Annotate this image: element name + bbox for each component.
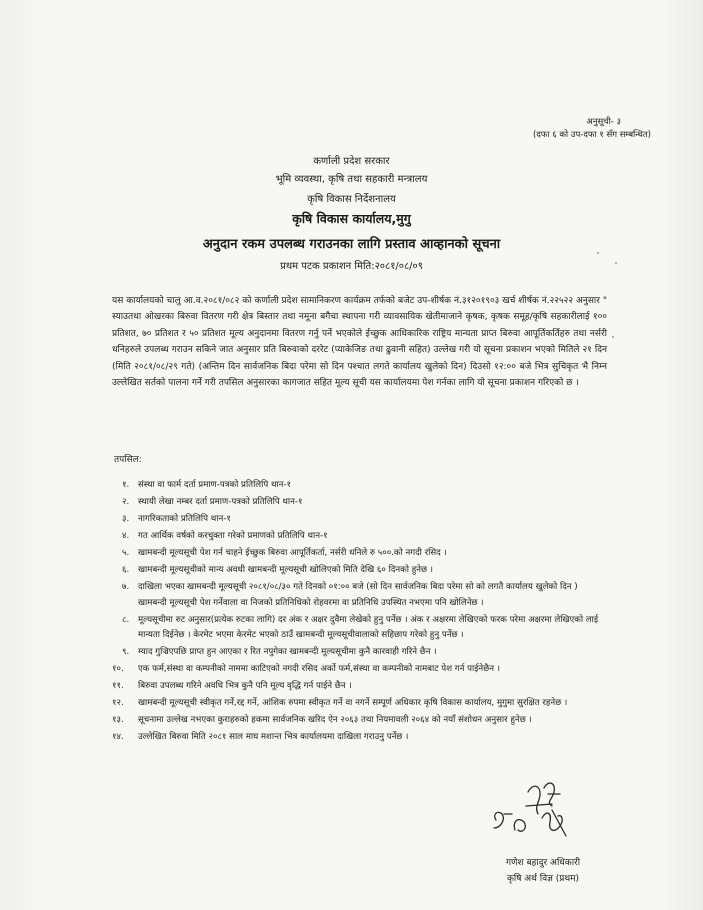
conditions-list	[112, 478, 606, 747]
item-number: १३.	[112, 715, 124, 725]
signatory-designation: कृषि अर्थ विज्ञ (प्रथम)	[506, 874, 580, 884]
ministry-name: भूमि व्यवस्था, कृषि तथा सहकारी मन्त्रालय	[275, 174, 428, 185]
item-text: खामबन्दी मूल्यसूचीको मान्य अवधी खामबन्दी मूल्यसूची खोलिएको मिति देखि ६० दिनको हुनेछ ।	[138, 565, 434, 575]
government-name: कर्णाली प्रदेश सरकार	[313, 156, 390, 167]
item-text: एक फर्म,संस्था वा कम्पनीको नाममा काटिएको नगदी रसिद अर्को फर्म,संस्था वा कम्पनीको नामबाट पेश गर्न पाईनेछैन ।	[138, 664, 500, 674]
annex-title: अनुसूची- ३	[586, 117, 621, 127]
signature-mark	[482, 770, 582, 860]
item-number: ४.	[122, 531, 130, 541]
item-text: खामबन्दी मूल्यसूची स्वीकृत गर्ने,रद्द गर्ने, आंशिक रुपमा स्वीकृत गर्ने वा नगर्ने सम्पूर्ण अधिकार कृषि विकास कार्यालय, मुगुमा सुरक्षित रहनेछ ।	[138, 698, 568, 708]
item-number: ७.	[122, 582, 130, 592]
list-item	[112, 495, 606, 511]
item-text: संस्था वा फार्म दर्ता प्रमाण-पत्रको प्रतिलिपि थान-१	[138, 480, 292, 490]
item-text: मूल्यसूचीमा रुट अनुसार(प्रत्येक रुटका लागि) दर अंक र अक्षर दुवैमा लेखेको हुनु पर्नेछ । अंक र अक्षरमा लेखिएको फरक परेमा अक्षरमा लेखिएको लाई मान्यता दिईनेछ । केरमेट भएमा केरमेट भएको ठाउँ खामबन्दी मूल्यसूचीवालाको सहिछाप गरेको हुनु पर्नेछ ।	[138, 614, 599, 640]
item-text: खामबन्दी मूल्यसूची पेश गर्न चाहने ईच्छुक बिरुवा आपूर्तिकर्ता, नर्सरी धनिले रु ५००.को नगदी रसिद ।	[138, 548, 447, 558]
list-item	[112, 730, 606, 746]
annex-reference: (दफा ६ को उप-दफा १ सँग सम्बन्धित)	[532, 130, 651, 140]
scan-speck	[612, 336, 614, 338]
list-item	[112, 546, 606, 562]
list-item	[112, 645, 606, 661]
item-text: स्थायी लेखा नम्बर दर्ता प्रमाण-पत्रको प्रतिलिपि थान-१	[138, 497, 303, 507]
item-text: दाखिला भएका खामबन्दी मूल्यसूची २०८१/०८/३० गते दिनको ०१:०० बजे (सो दिन सार्वजनिक बिदा परेमा सो को लगतै कार्यालय खुलेको दिन ) खामबन्दी मूल्यसूची पेश गर्नेवाला वा निजको प्रतिनिधिको रोहवरमा वा प्रतिनिधि उपस्थित नभएमा पनि खोलिनेछ ।	[138, 582, 578, 608]
item-text: सूचनामा उल्लेख नभएका कुराहरुको हकमा सार्वजनिक खरिद ऐन २०६३ तथा नियमावली २०६४ को नयाँ संशोधन अनुसार हुनेछ ।	[138, 715, 532, 725]
annex-label	[532, 116, 651, 142]
item-text: म्याद गुज्रिएपछि प्राप्त हुन आएका र रित नपुगेका खामबन्दी मूल्यसूचीमा कुनै कारवाही गरिने छैन ।	[138, 647, 437, 657]
item-number: २.	[122, 497, 130, 507]
list-item	[112, 613, 606, 644]
handwritten-signature	[482, 770, 582, 860]
list-label: तपसिल:	[114, 455, 142, 465]
list-item	[112, 679, 606, 695]
item-number: ३.	[122, 514, 130, 524]
list-item	[112, 662, 606, 678]
item-number: १.	[122, 480, 130, 490]
notice-paragraph: यस कार्यालयको चालु आ.व.२०८१/०८२ को कर्णाली प्रदेश सामानिकरण कार्यक्रम तर्फको बजेट उप-शीर्षक नं.३१२०१९०३ खर्च शीर्षक नं.२२५२२ अनुसार " स्याउतथा ओखरका बिरुवा वितरण गरी क्षेत्र बिस्तार तथा नमूना बगैचा स्थापना गरी व्यावसायिक खेतीमाजाने कृषक, कृषक समूह/कृषि सहकारीलाई १०० प्रतिशत, ७० प्रतिशत र ५० प्रतिशत मूल्य अनुदानमा वितरण गर्नु पर्ने भएकोले ईच्छुक आधिकारिक राष्ट्रिय मान्यता प्राप्त बिरुवा आपूर्तिकर्तिहरु तथा नर्सरी धनिहरुले उपलब्ध गराउन सकिने जात अनुसार प्रति बिरुवाको दररेट (प्याकेजिङ तथा ढुवानी सहित) उल्लेख गरी यो सूचना प्रकाशन भएको मितिले २१ दिन (मिति २०८१/०८/२९ गते) (अन्तिम दिन सार्वजनिक बिदा परेमा सो दिन पश्चात लगते कार्यालय खुलेको दिन) दिउसो १२:०० बजे भित्र सुचिकृत भै निम्न उल्लेखित सर्तको पालना गर्ने गरी तपसिल अनुसारका कागजात सहित मूल्य सूची यस कार्यालयमा पेश गर्नका लागि यो सूचना प्रकाशन गरिएको छ ।	[112, 296, 607, 389]
scan-speck	[615, 262, 617, 264]
list-item	[112, 529, 606, 545]
item-text: गत आर्थिक वर्षको करचुक्ता गरेको प्रमाणको प्रतिलिपि थान-१	[138, 531, 328, 541]
item-number: ८.	[122, 614, 130, 625]
list-item	[112, 478, 606, 494]
item-text: बिरुवा उपलब्ध गरिने अवधि भित्र कुनै पनि मूल्य वृद्धि गर्न पाईने छैन ।	[138, 681, 352, 691]
signatory-block	[488, 855, 598, 887]
scan-speck	[597, 252, 599, 254]
list-item	[112, 713, 606, 729]
signatory-name: गणेश बहादुर अधिकारी	[505, 858, 581, 868]
item-text: उल्लेखित बिरुवा मिति २०८१ साल माघ मशान्त भित्र कार्यालयमा दाखिला गराउनु पर्नेछ ।	[138, 732, 409, 742]
list-item	[112, 696, 606, 712]
item-number: १०.	[112, 664, 124, 674]
item-number: ११.	[112, 681, 124, 691]
item-number: ९.	[122, 647, 130, 657]
notice-title: अनुदान रकम उपलब्ध गराउनका लागि प्रस्ताव आव्हानको सूचना	[202, 237, 501, 252]
directorate-name: कृषि विकास निर्देशनालय	[307, 194, 396, 205]
publication-date: प्रथम पटक प्रकाशन मिति:२०८१/०८/०९	[280, 261, 423, 272]
list-item	[112, 563, 606, 579]
item-number: ६.	[122, 565, 130, 575]
office-name: कृषि विकास कार्यालय,मुगु	[292, 211, 411, 226]
list-item	[112, 580, 606, 611]
item-number: ५.	[122, 548, 130, 558]
item-text: नागरिकताको प्रतिलिपि थान-१	[138, 514, 231, 524]
item-number: १४.	[112, 732, 124, 742]
item-number: १२.	[112, 698, 124, 708]
list-item	[112, 512, 606, 528]
